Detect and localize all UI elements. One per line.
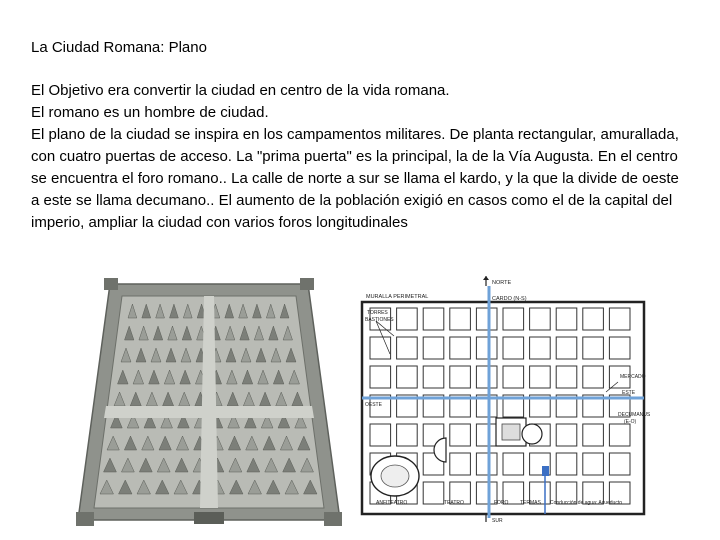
- city-block: [370, 424, 391, 446]
- city-block: [397, 366, 418, 388]
- label-market: MERCADO: [620, 374, 646, 380]
- label-baths: TERMAS: [520, 500, 541, 506]
- label-east: ESTE: [622, 390, 636, 396]
- city-block: [423, 337, 444, 359]
- city-block: [503, 308, 524, 330]
- city-block: [503, 337, 524, 359]
- city-block: [556, 337, 577, 359]
- city-block: [530, 308, 551, 330]
- city-block: [476, 453, 497, 475]
- city-block: [423, 308, 444, 330]
- city-block: [583, 453, 604, 475]
- city-block: [450, 424, 471, 446]
- city-block: [450, 453, 471, 475]
- city-block: [476, 308, 497, 330]
- paragraph-city-plan: El plano de la ciudad se inspira en los campamentos militares. De planta rectangular, amurallada, con cuatro puertas de acceso. La "prima puerta" es la principal, la de la Vía Augusta. En el centro se encuentra el foro romano.. La calle de norte a sur se llama el kardo, y la que la divide de oeste a este se llama decumano.. El aumento de la población exigió en casos como el de la capital del imperio, ampliar la ciudad con varios foros longitudinales: [31, 126, 679, 231]
- city-block: [609, 453, 630, 475]
- city-block: [503, 366, 524, 388]
- city-block: [503, 453, 524, 475]
- slide-body: [31, 80, 691, 234]
- baths-building: [522, 424, 542, 444]
- city-block: [583, 424, 604, 446]
- paragraph-city-man: El romano es un hombre de ciudad.: [31, 104, 269, 121]
- roman-city-model-image: [76, 276, 342, 526]
- city-block: [556, 424, 577, 446]
- city-block: [370, 366, 391, 388]
- city-block: [583, 337, 604, 359]
- city-block: [530, 337, 551, 359]
- roman-city-plan-diagram: [350, 276, 652, 526]
- label-wall: MURALLA PERIMETRAL: [366, 294, 429, 300]
- city-block: [609, 424, 630, 446]
- city-block: [583, 308, 604, 330]
- city-block: [450, 337, 471, 359]
- paragraph-objective: El Objetivo era convertir la ciudad en centro de la vida romana.: [31, 82, 450, 99]
- label-west: OESTE: [365, 402, 382, 408]
- city-block: [609, 337, 630, 359]
- label-decumanus-1: DECUMANUS: [618, 412, 651, 418]
- city-block: [450, 308, 471, 330]
- label-aqueduct: Conducción de agua: Acueducto: [550, 500, 622, 506]
- label-forum: FORO: [494, 500, 509, 506]
- label-amphitheater: ANFITEATRO: [376, 500, 408, 506]
- city-block: [423, 482, 444, 504]
- city-block: [556, 453, 577, 475]
- city-block: [397, 337, 418, 359]
- slide-title: La Ciudad Romana: Plano: [31, 39, 207, 56]
- city-block: [397, 308, 418, 330]
- aqueduct-marker: [542, 466, 549, 476]
- city-block: [583, 366, 604, 388]
- city-block: [556, 366, 577, 388]
- city-block: [530, 366, 551, 388]
- city-block: [397, 424, 418, 446]
- city-block: [556, 308, 577, 330]
- city-block: [476, 424, 497, 446]
- label-towers-1: TORRES: [367, 310, 388, 316]
- city-block: [476, 337, 497, 359]
- label-north: NORTE: [492, 280, 512, 286]
- label-south: SUR: [492, 518, 503, 524]
- label-theater: TEATRO: [444, 500, 464, 506]
- city-block: [476, 366, 497, 388]
- label-towers-2: BASTIONES: [365, 317, 394, 323]
- city-block: [450, 366, 471, 388]
- city-block: [423, 366, 444, 388]
- city-block: [609, 308, 630, 330]
- label-cardo: CARDO (N-S): [492, 296, 527, 302]
- label-decumanus-2: (E-O): [624, 419, 637, 425]
